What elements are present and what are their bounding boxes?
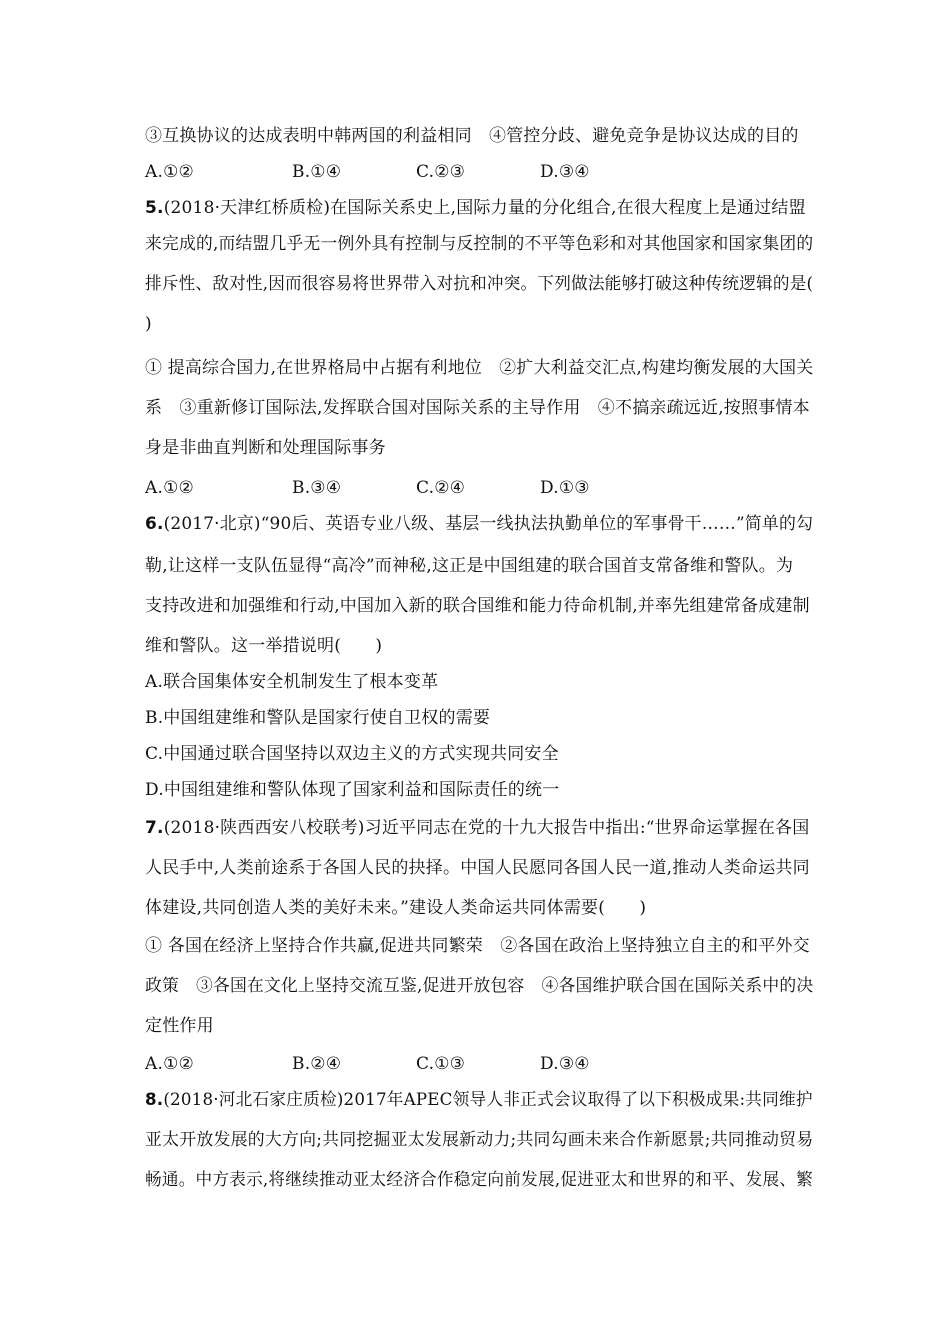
q6-line	[145, 512, 814, 536]
q5-statement-line: 身是非曲直判断和处理国际事务	[145, 438, 386, 458]
q5-line	[145, 196, 813, 220]
q7-statement-line: 定性作用	[145, 1016, 214, 1036]
q4-option-b: B.①④	[292, 162, 342, 182]
q5-option-b: B.③④	[292, 478, 342, 498]
q7-stem-line: 体建设,共同创造人类的美好未来。”建设人类命运共同体需要( )	[145, 898, 647, 918]
q8-number: 8.	[145, 1090, 164, 1110]
q6-choice-d: D.中国组建维和警队体现了国家利益和国际责任的统一	[145, 780, 560, 800]
q6-stem-line: 勒,让这样一支队伍显得“高冷”而神秘,这正是中国组建的联合国首支常备维和警队。为	[145, 556, 794, 576]
q7-number: 7.	[145, 818, 164, 838]
q5-stem-line: 排斥性、敌对性,因而很容易将世界带入对抗和冲突。下列做法能够打破这种传统逻辑的是(	[145, 274, 814, 294]
q7-option-c: C.①③	[416, 1054, 466, 1074]
q7-option-d: D.③④	[540, 1054, 590, 1074]
q5-statement-line: ① 提高综合国力,在世界格局中占据有利地位 ②扩大利益交汇点,构建均衡发展的大国关	[145, 358, 814, 378]
q6-choice-b: B.中国组建维和警队是国家行使自卫权的需要	[145, 708, 491, 728]
q4-statement-line: ③互换协议的达成表明中韩两国的利益相同 ④管控分歧、避免竞争是协议达成的目的	[145, 126, 799, 146]
q7-stem-text: (2018·陕西西安八校联考)习近平同志在党的十九大报告中指出:“世界命运掌握在各国	[163, 818, 810, 838]
q5-number: 5.	[145, 198, 164, 218]
q7-line	[145, 816, 813, 840]
q7-option-a: A.①②	[145, 1054, 194, 1074]
q7-stem-line: 人民手中,人类前途系于各国人民的抉择。中国人民愿同各国人民一道,推动人类命运共同	[145, 858, 810, 878]
q5-options	[145, 476, 813, 500]
q5-stem-line: )	[145, 314, 152, 334]
q8-stem-text: (2018·河北石家庄质检)2017年APEC领导人非正式会议取得了以下积极成果:共同维护	[163, 1090, 813, 1110]
q4-option-d: D.③④	[540, 162, 590, 182]
q5-stem-text: (2018·天津红桥质检)在国际关系史上,国际力量的分化组合,在很大程度上是通过结盟	[163, 198, 806, 218]
q4-option-c: C.②③	[416, 162, 466, 182]
q7-statement-line: 政策 ③各国在文化上坚持交流互鉴,促进开放包容 ④各国维护联合国在国际关系中的决	[145, 976, 814, 996]
q7-option-b: B.②④	[292, 1054, 342, 1074]
q5-option-d: D.①③	[540, 478, 590, 498]
q8-stem-line: 亚太开放发展的大方向;共同挖掘亚太发展新动力;共同勾画未来合作新愿景;共同推动贸易	[145, 1130, 814, 1150]
q5-stem-line: 来完成的,而结盟几乎无一例外具有控制与反控制的不平等色彩和对其他国家和国家集团的	[145, 234, 814, 254]
q4-option-a: A.①②	[145, 162, 194, 182]
q6-stem-line: 维和警队。这一举措说明( )	[145, 636, 383, 656]
q4-options	[145, 160, 813, 184]
q6-stem-text: (2017·北京)“90后、英语专业八级、基层一线执法执勤单位的军事骨干……”简单的勾	[163, 514, 814, 534]
q7-statement-line: ① 各国在经济上坚持合作共赢,促进共同繁荣 ②各国在政治上坚持独立自主的和平外交	[145, 936, 810, 956]
q8-line	[145, 1088, 813, 1112]
q5-option-c: C.②④	[416, 478, 466, 498]
q8-stem-line: 畅通。中方表示,将继续推动亚太经济合作稳定向前发展,促进亚太和世界的和平、发展、繁	[145, 1170, 814, 1190]
q5-statement-line: 系 ③重新修订国际法,发挥联合国对国际关系的主导作用 ④不搞亲疏远近,按照事情本	[145, 398, 810, 418]
q6-stem-line: 支持改进和加强维和行动,中国加入新的联合国维和能力待命机制,并率先组建常备成建制	[145, 596, 810, 616]
q6-choice-a: A.联合国集体安全机制发生了根本变革	[145, 672, 439, 692]
q7-options	[145, 1052, 813, 1076]
q5-option-a: A.①②	[145, 478, 194, 498]
q6-number: 6.	[145, 514, 164, 534]
q6-choice-c: C.中国通过联合国坚持以双边主义的方式实现共同安全	[145, 744, 559, 764]
